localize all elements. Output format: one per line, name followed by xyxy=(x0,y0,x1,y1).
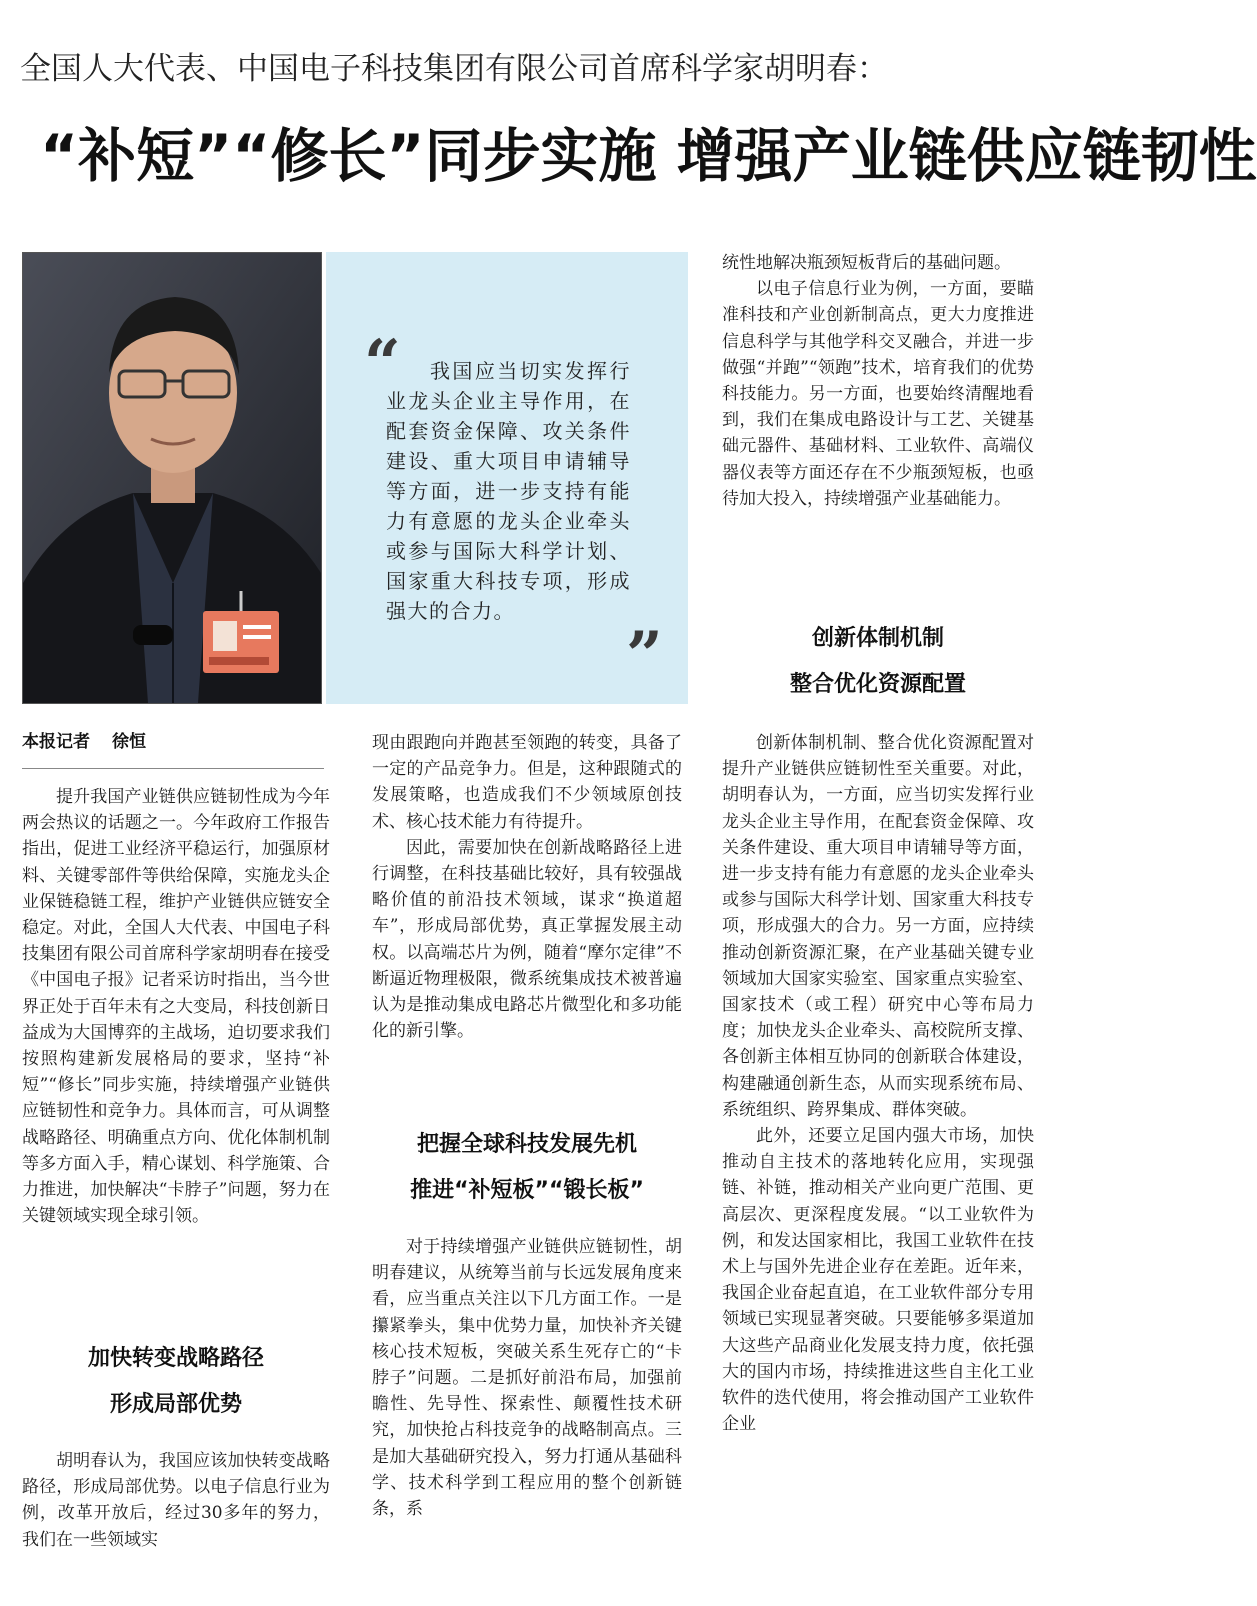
portrait-photo xyxy=(22,252,322,704)
subheading-1 xyxy=(22,1336,330,1428)
subheading-3-line-2: 整合优化资源配置 xyxy=(789,672,966,697)
byline-role: 本报记者 xyxy=(22,732,90,752)
subheading-2 xyxy=(372,1122,682,1214)
byline-name: 徐恒 xyxy=(112,732,146,752)
paragraph: 统性地解决瓶颈短板背后的基础问题。 xyxy=(722,253,1011,273)
subheading-1-line-1: 加快转变战略路径 xyxy=(87,1346,264,1371)
column-3-bottom xyxy=(722,730,1034,1582)
paragraph: 此外，还要立足国内强大市场，加快推动自主技术的落地转化应用，实现强链、补链，推动相关产业向更广范围、更高层次、更深程度发展。“以工业软件为例，和发达国家相比，我国工业软件在技术上与国外先进企业存在差距。近年来，我国企业奋起直追，在工业软件部分专用领域已实现显著突破。只要能够多渠道加大这些产品商业化发展支持力度，依托强大的国内市场，持续推进这些自主化工业软件的迭代使用，将会推动国产工业软件企业 xyxy=(722,1126,1034,1435)
paragraph: 现由跟跑向并跑甚至领跑的转变，具备了一定的产品竞争力。但是，这种跟随式的发展策略，也造成我们不少领域原创技术、核心技术能力有待提升。 xyxy=(372,733,682,832)
paragraph: 以电子信息行业为例，一方面，要瞄准科技和产业创新制高点，更大力度推进信息科学与其他学科交叉融合，并进一步做强“并跑”“领跑”技术，培育我们的优势科技能力。另一方面，也要始终清醒地看到，我们在集成电路设计与工艺、关键基础元器件、基础材料、工业软件、高端仪器仪表等方面还存在不少瓶颈短板，也亟待加大投入，持续增强产业基础能力。 xyxy=(722,279,1034,509)
article-headline: “补短”“修长”同步实施 增强产业链供应链韧性 xyxy=(40,122,1257,190)
article-kicker: 全国人大代表、中国电子科技集团有限公司首席科学家胡明春： xyxy=(20,51,888,87)
quote-open-icon: “ xyxy=(364,326,401,401)
subheading-3-line-1: 创新体制机制 xyxy=(811,626,944,651)
subheading-1-line-2: 形成局部优势 xyxy=(109,1392,242,1417)
paragraph: 提升我国产业链供应链韧性成为今年两会热议的话题之一。今年政府工作报告指出，促进工业经济平稳运行，加强原材料、关键零部件等供给保障，实施龙头企业保链稳链工程，维护产业链供应链安全稳定。对此，全国人大代表、中国电子科技集团有限公司首席科学家胡明春在接受《中国电子报》记者采访时指出，当今世界正处于百年未有之大变局，科技创新日益成为大国博弈的主战场，迫切要求我们按照构建新发展格局的要求，坚持“补短”“修长”同步实施，持续增强产业链供应链韧性和竞争力。具体而言，可从调整战略路径、明确重点方向、优化体制机制等多方面入手，精心谋划、科学施策、合力推进，加快解决“卡脖子”问题，努力在关键领域实现全球引领。 xyxy=(22,787,330,1227)
column-1-bottom xyxy=(22,1448,330,1582)
pull-quote-box xyxy=(326,252,688,704)
byline xyxy=(22,728,324,769)
paragraph: 对于持续增强产业链供应链韧性，胡明春建议，从统筹当前与长远发展角度来看，应当重点关注以下几方面工作。一是攥紧拳头，集中优势力量，加快补齐关键核心技术短板，突破关系生死存亡的“卡脖子”问题。二是抓好前沿布局，加强前瞻性、先导性、探索性、颠覆性技术研究，加快抢占科技竞争的战略制高点。三是加大基础研究投入，努力打通从基础科学、技术科学到工程应用的整个创新链条，系 xyxy=(372,1237,682,1520)
column-3-top xyxy=(722,250,1034,596)
pull-quote-text: 我国应当切实发挥行业龙头企业主导作用，在配套资金保障、攻关条件建设、重大项目申请辅导等方面，进一步支持有能力有意愿的龙头企业牵头或参与国际大科学计划、国家重大科技专项，形成强大的合力。 xyxy=(386,359,631,623)
subheading-2-line-1: 把握全球科技发展先机 xyxy=(416,1132,637,1157)
paragraph: 胡明春认为，我国应该加快转变战略路径，形成局部优势。以电子信息行业为例，改革开放后，经过30多年的努力，我们在一些领域实 xyxy=(22,1451,330,1550)
paragraph: 因此，需要加快在创新战略路径上进行调整，在科技基础比较好，具有较强战略价值的前沿技术领域，谋求“换道超车”，形成局部优势，真正掌握发展主动权。以高端芯片为例，随着“摩尔定律”不断逼近物理极限，微系统集成技术被普遍认为是推动集成电路芯片微型化和多功能化的新引擎。 xyxy=(372,837,682,1042)
column-2-top xyxy=(372,730,682,1110)
quote-close-icon: ” xyxy=(626,618,663,693)
column-1-top xyxy=(22,784,330,1322)
subheading-2-line-2: 推进“补短板”“锻长板” xyxy=(410,1178,644,1203)
paragraph: 创新体制机制、整合优化资源配置对提升产业链供应链韧性至关重要。对此，胡明春认为，一方面，应当切实发挥行业龙头企业主导作用，在配套资金保障、攻关条件建设、重大项目申请辅导等方面，进一步支持有能力有意愿的龙头企业牵头或参与国际大科学计划、国家重大科技专项，形成强大的合力。另一方面，应持续推动创新资源汇聚，在产业基础关键专业领域加大国家实验室、国家重点实验室、国家技术（或工程）研究中心等布局力度；加快龙头企业牵头、高校院所支撑、各创新主体相互协同的创新联合体建设，构建融通创新生态，从而实现系统布局、系统组织、跨界集成、群体突破。 xyxy=(722,733,1034,1120)
subheading-3 xyxy=(722,616,1034,708)
column-2-bottom xyxy=(372,1234,682,1582)
